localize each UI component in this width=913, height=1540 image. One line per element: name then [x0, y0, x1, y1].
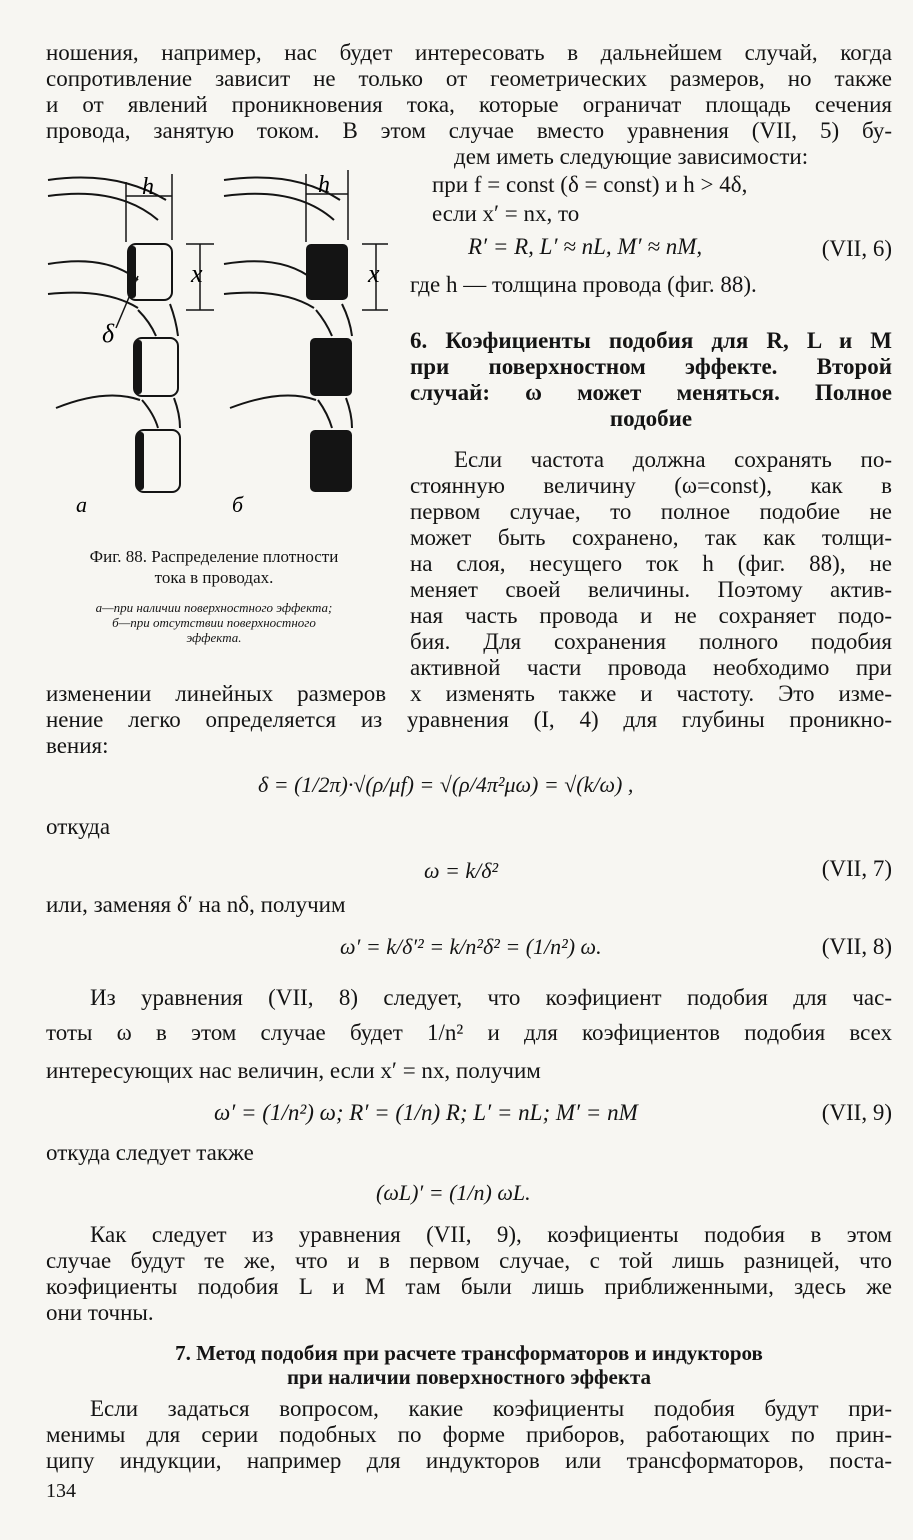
figure-label-h: h [318, 172, 330, 198]
equation-number: (VII, 7) [821, 856, 892, 881]
text-line: Если задаться вопросом, какие коэфициенты подобия будут при- [90, 1396, 892, 1421]
figure-caption: тока в проводах. [154, 568, 274, 587]
text-line: Из уравнения (VII, 8) следует, что коэфициент подобия для час- [90, 985, 892, 1010]
text-line: и от явлений проникновения тока, которые ограничат площадь сечения [46, 92, 892, 117]
text-line: тоты ω в этом случае будет 1/n² и для коэфициентов подобия всех [46, 1020, 892, 1045]
text-line: активной части провода необходимо при [410, 655, 892, 680]
figure-legend: б—при отсутствии поверхностного [112, 615, 316, 630]
condition-line: если x′ = nx, то [432, 201, 580, 226]
text-line: ная часть провода и не сохраняет подо- [410, 603, 892, 628]
text-line: меняет своей величины. Поэтому актив- [410, 577, 892, 602]
equation-number: (VII, 6) [821, 236, 892, 261]
text-line: вения: [46, 733, 109, 758]
equation-omega-l: (ωL)′ = (1/n) ωL. [376, 1180, 531, 1205]
text-line: Если частота должна сохранять по- [454, 447, 892, 472]
text-line: первом случае, то полное подобие не [410, 499, 892, 524]
text-line: может быть сохранено, так как толщи- [410, 525, 892, 550]
text-line: дем иметь следующие зависимости: [454, 144, 809, 169]
equation-vii-8: ω′ = k/δ′² = k/n²δ² = (1/n²) ω. [340, 934, 602, 959]
text-line: провода, занятую током. В этом случае вместо уравнения (VII, 5) бу- [46, 118, 892, 143]
equation-delta: δ = (1/2π)·√(ρ/μf) = √(ρ/4π²μω) = √(k/ω) , [258, 772, 634, 797]
text-line: нение легко определяется из уравнения (I, 4) для глубины проникно- [46, 707, 892, 732]
figure-label-x: x [368, 259, 380, 288]
equation-number: (VII, 9) [821, 1100, 892, 1125]
text-line: случае будут те же, что и в первом случае, с той лишь разницей, что [46, 1248, 892, 1273]
text-line: на слоя, несущего ток h (фиг. 88), не [410, 551, 892, 576]
text-line: где h — толщина провода (фиг. 88). [410, 272, 757, 297]
figure-label-h: h [142, 174, 154, 200]
text-line: Как следует из уравнения (VII, 9), коэфициенты подобия в этом [90, 1222, 892, 1247]
section-heading: подобие [609, 406, 693, 431]
section-heading: 6. Коэфициенты подобия для R, L и M [410, 328, 892, 353]
text-line: откуда [46, 814, 111, 839]
equation-vii-9: ω′ = (1/n²) ω; R′ = (1/n) R; L′ = nL; M′ = nM [214, 1100, 638, 1125]
page-number: 134 [46, 1480, 76, 1502]
section-heading: при поверхностном эффекте. Второй [410, 354, 892, 379]
figure-label-x: x [191, 259, 203, 288]
text-line: изменении линейных размеров x изменять также и частоту. Это изме- [46, 681, 892, 706]
text-line: менимы для серии подобных по форме приборов, работающих по прин- [46, 1422, 892, 1447]
text-line: откуда следует также [46, 1140, 254, 1165]
figure-label-a: а [76, 492, 87, 517]
figure-caption: Фиг. 88. Распределение плотности [89, 547, 339, 566]
figure-label-delta: δ [102, 319, 115, 348]
section-heading: при наличии поверхностного эффекта [286, 1365, 652, 1389]
figure-legend: эффекта. [186, 630, 242, 645]
text-line: или, заменяя δ′ на nδ, получим [46, 892, 346, 917]
figure-88 [46, 160, 391, 520]
section-heading: случай: ω может меняться. Полное [410, 380, 892, 405]
condition-line: при f = const (δ = const) и h > 4δ, [432, 172, 748, 197]
text-line: стоянную величину (ω=const), как в [410, 473, 892, 498]
equation-vii-6: R′ = R, L′ ≈ nL, M′ ≈ nM, [468, 234, 703, 259]
text-line: интересующих нас величин, если x′ = nx, получим [46, 1058, 541, 1083]
figure-legend: а—при наличии поверхностного эффекта; [95, 600, 333, 615]
section-heading: 7. Метод подобия при расчете трансформаторов и индукторов [175, 1341, 763, 1365]
text-line: бия. Для сохранения полного подобия [410, 629, 892, 654]
text-line: ципу индукции, например для индукторов или трансформаторов, поста- [46, 1448, 892, 1473]
text-line: коэфициенты подобия L и M там были лишь приближенными, здесь же [46, 1274, 892, 1299]
text-line: ношения, например, нас будет интересовать в дальнейшем случай, когда [46, 40, 892, 65]
figure-label-b: б [232, 492, 244, 517]
text-line: они точны. [46, 1300, 154, 1325]
text-line: сопротивление зависит не только от геометрических размеров, но также [46, 66, 892, 91]
equation-vii-7: ω = k/δ² [424, 858, 499, 883]
equation-number: (VII, 8) [821, 934, 892, 959]
